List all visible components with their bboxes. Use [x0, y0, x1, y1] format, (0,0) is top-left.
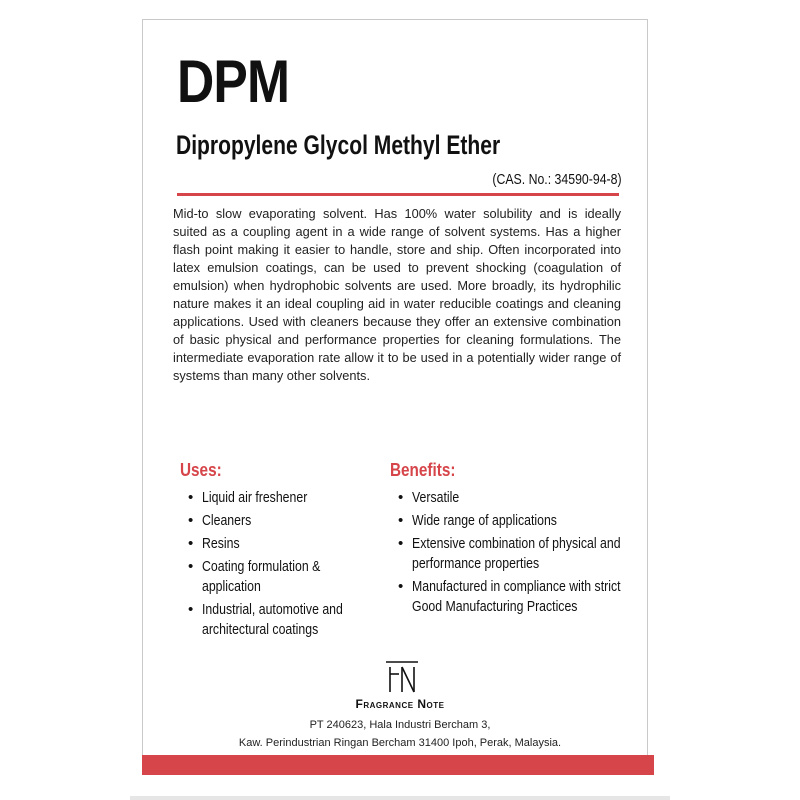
bullet-icon: • — [398, 578, 404, 595]
bullet-icon: • — [188, 601, 194, 618]
uses-item-label: Industrial, automotive and architectural coatings — [202, 601, 343, 638]
brand-name: Fragrance Note — [355, 697, 445, 711]
uses-section — [180, 458, 380, 643]
product-title: DPM — [177, 48, 290, 115]
uses-item-label: Cleaners — [202, 512, 252, 529]
header-divider — [177, 193, 619, 196]
benefits-item — [390, 577, 630, 617]
bullet-icon: • — [188, 558, 194, 575]
fragrance-note-logo-icon — [382, 660, 422, 694]
benefits-item-label: Extensive combination of physical and performance properties — [412, 535, 621, 572]
bullet-icon: • — [188, 489, 194, 506]
uses-heading: Uses: — [180, 460, 222, 480]
uses-item — [180, 600, 380, 640]
product-subtitle: Dipropylene Glycol Methyl Ether — [176, 130, 501, 160]
benefits-item-label: Manufactured in compliance with strict Good Manufacturing Practices — [412, 578, 621, 615]
benefits-item — [390, 534, 630, 574]
bullet-icon: • — [398, 512, 404, 529]
benefits-item-label: Versatile — [412, 489, 460, 506]
bullet-icon: • — [188, 535, 194, 552]
address-line-1: PT 240623, Hala Industri Bercham 3, — [309, 719, 491, 731]
uses-item-label: Liquid air freshener — [202, 489, 308, 506]
page-shadow — [130, 796, 670, 800]
uses-item-label: Coating formulation & application — [202, 558, 321, 595]
uses-item-label: Resins — [202, 535, 240, 552]
address-line-2: Kaw. Perindustrian Ringan Bercham 31400 Ipoh, Perak, Malaysia. — [238, 737, 562, 749]
bullet-icon: • — [398, 535, 404, 552]
bullet-icon: • — [398, 489, 404, 506]
benefits-item — [390, 511, 630, 531]
bottom-accent-band — [142, 755, 654, 775]
uses-list — [180, 488, 380, 640]
benefits-heading: Benefits: — [390, 460, 456, 480]
bullet-icon: • — [188, 512, 194, 529]
uses-item — [180, 557, 380, 597]
benefits-list — [390, 488, 630, 617]
cas-number: (CAS. No.: 34590-94-8) — [492, 171, 622, 188]
benefits-section — [390, 458, 630, 620]
uses-item — [180, 534, 380, 554]
benefits-item — [390, 488, 630, 508]
uses-item — [180, 488, 380, 508]
benefits-item-label: Wide range of applications — [412, 512, 557, 529]
product-description: Mid-to slow evaporating solvent. Has 100% water solubility and is ideally suited as a coupling agent in a wide range of solvent systems. Has a higher flash point making it easier to handle, store and ship. Often incorporated into latex emulsion coatings, can be used to prevent shocking (coagulation of emulsion) when hydrophobic solvents are used. More broadly, its hydrophilic nature makes it an ideal coupling aid in water reducible coatings and cleaning applications. Used with cleaners because they offer an extensive combination of basic physical and performance properties for cleaning formulations. The intermediate evaporation rate allow it to be used in a potentially wider range of systems than many other solvents. — [173, 206, 621, 383]
uses-item — [180, 511, 380, 531]
